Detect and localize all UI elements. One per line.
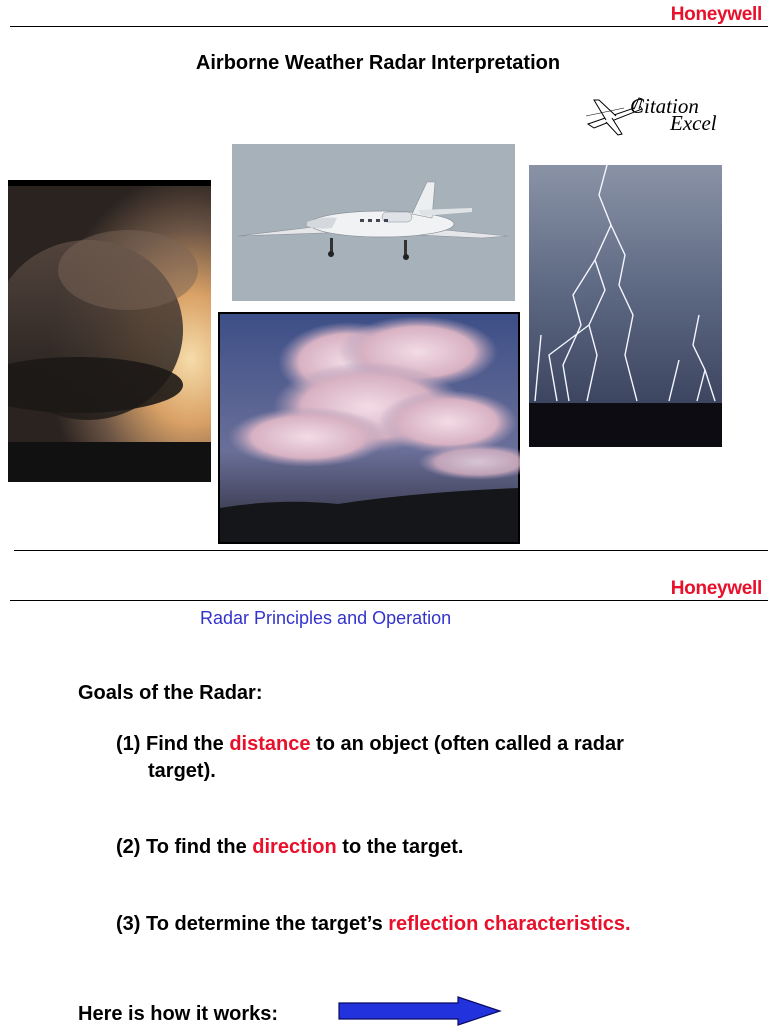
citation-jet-photo: [232, 144, 515, 301]
logo-excel-text: Excel: [670, 111, 717, 135]
goal-2-pre: (2) To find the: [116, 836, 253, 858]
goal-3: [116, 911, 631, 938]
slide2-top-rule: [10, 600, 768, 601]
goal-2-post: to the target.: [336, 836, 464, 858]
goal-1: [116, 731, 716, 758]
honeywell-logo-second: Honeywell: [670, 578, 762, 599]
goal-1-pre: (1) Find the: [116, 733, 230, 755]
goal-1-highlight: distance: [229, 733, 311, 755]
honeywell-logo-top: Honeywell: [670, 4, 762, 25]
goals-heading: Goals of the Radar:: [78, 682, 263, 704]
slide2-subtitle: Radar Principles and Operation: [200, 608, 452, 628]
lightning-photo: [529, 165, 722, 447]
slide1-bottom-rule: [14, 550, 768, 551]
right-arrow-icon: [338, 996, 502, 1026]
citation-excel-logo: [584, 94, 724, 140]
supercell-storm-photo: [8, 180, 211, 482]
slide-title: Airborne Weather Radar Interpretation: [195, 52, 561, 74]
logo-citation-text: Citation: [630, 94, 699, 118]
goal-3-highlight: reflection characteristics.: [388, 913, 631, 935]
how-it-works-text: Here is how it works:: [78, 1003, 279, 1025]
goal-2: [116, 834, 463, 861]
goal-3-pre: (3) To determine the target’s: [116, 913, 389, 935]
top-rule: [10, 26, 768, 27]
goal-1-continued: target).: [148, 760, 216, 782]
goal-1-post: to an object (often called a radar: [310, 733, 624, 755]
goal-2-highlight: direction: [252, 836, 337, 858]
cumulus-clouds-photo: [218, 312, 520, 544]
